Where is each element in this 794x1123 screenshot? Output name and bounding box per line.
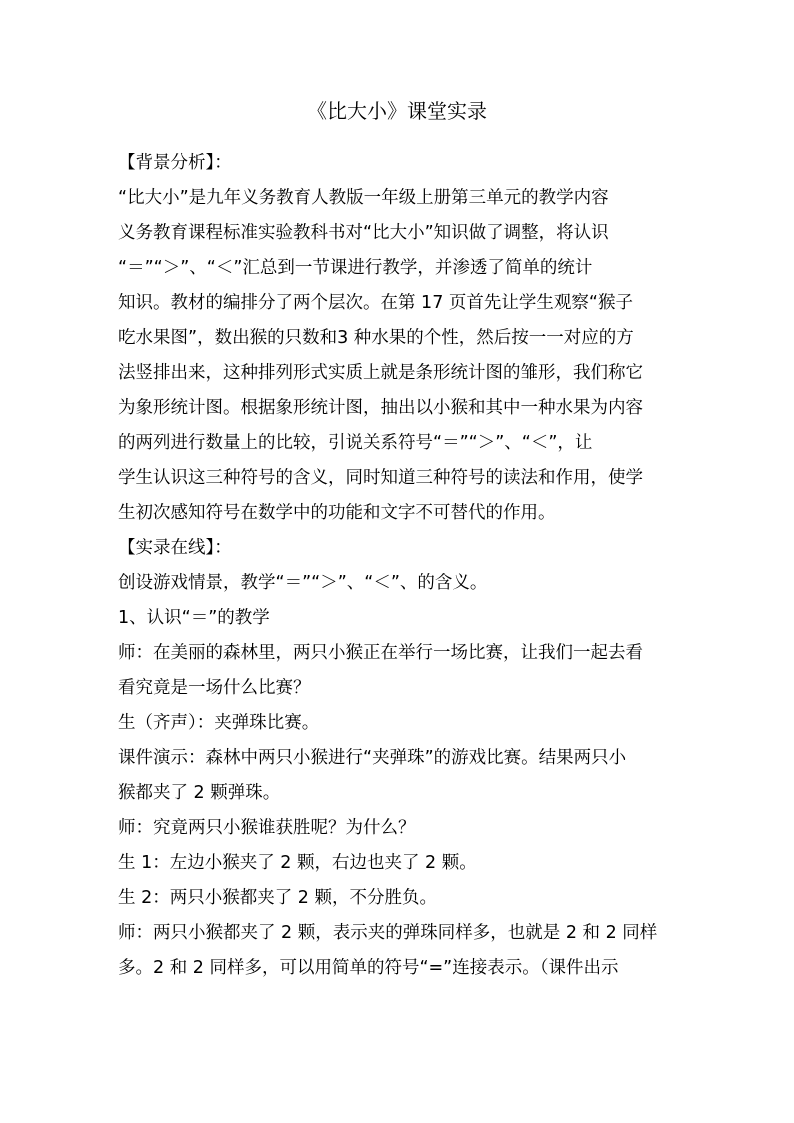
record-line: 多。2 和 2 同样多，可以用简单的符号“=”连接表示。（课件出示 [118,958,619,978]
record-line: 生 1：左边小猴夹了 2 颗，右边也夹了 2 颗。 [118,853,477,873]
background-line: 义务教育课程标准实验教科书对“比大小”知识做了调整，将认识 [118,223,609,243]
background-line: 生初次感知符号在数学中的功能和文字不可替代的作用。 [118,503,556,523]
background-line: 为象形统计图。根据象形统计图，抽出以小猴和其中一种水果为内容 [118,398,643,418]
background-line: 知识。教材的编排分了两个层次。在第 17 页首先让学生观察“猴子 [118,293,633,313]
page-title: 《比大小》课堂实录 [307,99,487,123]
record-line: 生（齐声）：夹弹珠比赛。 [118,713,320,733]
background-line: “比大小”是九年义务教育人教版一年级上册第三单元的教学内容 [118,188,609,208]
section-heading-background: 【背景分析】： [118,153,232,173]
section-heading-record: 【实录在线】： [118,538,232,558]
background-line: 法竖排出来，这种排列形式实质上就是条形统计图的雏形，我们称它 [118,363,643,383]
document-body [118,146,680,986]
record-line: 生 2：两只小猴都夹了 2 颗，不分胜负。 [118,888,437,908]
record-line: 师：究竟两只小猴谁获胜呢？为什么？ [118,818,416,838]
record-line: 创设游戏情景，教学“＝”“＞”、“＜”、的含义。 [118,573,488,593]
background-line: “＝”“＞”、“＜”汇总到一节课进行教学，并渗透了简单的统计 [118,258,593,278]
record-line: 猴都夹了 2 颗弹珠。 [118,783,281,803]
record-line: 1、认识“＝”的教学 [118,608,270,628]
record-line: 师：两只小猴都夹了 2 颗，表示夹的弹珠同样多，也就是 2 和 2 同样 [118,923,658,943]
background-line: 的两列进行数量上的比较，引说关系符号“＝”“＞”、“＜”，让 [118,433,593,453]
record-line: 看究竟是一场什么比赛？ [118,678,311,698]
background-line: 吃水果图”，数出猴的只数和3 种水果的个性，然后按一一对应的方 [118,328,634,348]
record-line: 师：在美丽的森林里，两只小猴正在举行一场比赛，让我们一起去看 [118,643,643,663]
background-line: 学生认识这三种符号的含义，同时知道三种符号的读法和作用，使学 [118,468,643,488]
record-line: 课件演示：森林中两只小猴进行“夹弹珠”的游戏比赛。结果两只小 [118,748,627,768]
